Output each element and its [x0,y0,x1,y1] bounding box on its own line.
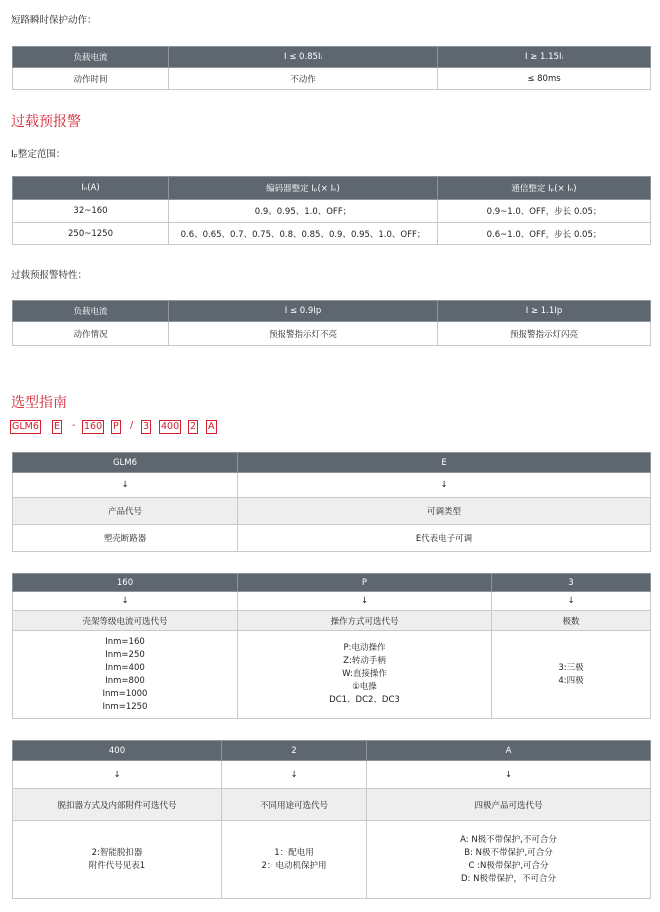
selection-guide-heading: 选型指南 [11,395,67,411]
list-item: Z:转动手柄 [343,656,386,666]
table-cell [13,821,222,899]
table-header-row [13,47,651,68]
list-item: P:电动操作 [343,643,386,653]
value-row [13,821,651,899]
header-cell: 3 [492,574,651,592]
table-row [13,200,651,223]
table-row [13,68,651,90]
table-header-row [13,177,651,200]
arrow-row [13,473,651,498]
table-cell: 0.9~1.0、OFF，步长 0.05； [438,200,651,223]
list-item: 3:三极 [558,662,584,673]
guide-table-product [12,452,651,552]
table-row [13,223,651,245]
header-cell: 400 [13,741,222,761]
table-cell [13,631,238,719]
label-row [13,789,651,821]
down-arrow-icon: ↓ [238,473,651,498]
table-cell: 32~160 [13,200,169,223]
list-item: Inm=1250 [102,701,148,712]
header-cell: 编码器整定 Iₚ(× Iₙ) [169,177,438,200]
table-row [13,322,651,346]
arrow-row [13,592,651,611]
table-cell: 极数 [492,611,651,631]
instant-protection-caption: 短路瞬时保护动作： [11,15,97,26]
list-item: DC1、DC2、DC3 [329,695,400,705]
setting-range-table [12,176,651,245]
table-cell: 不动作 [169,68,438,90]
header-cell: I ≥ 1.15Iᵢ [438,47,651,68]
model-code-part: P [113,421,119,432]
list-item: W:直接操作 [342,669,387,679]
guide-table-release [12,740,651,899]
header-cell: A [367,741,651,761]
overload-characteristic-caption: 过载预报警特性： [11,270,88,281]
list-item: B: N极不带保护,可合分 [464,847,553,858]
list-item: 4:四极 [558,675,584,686]
instant-protection-table [12,46,651,90]
setting-range-caption: Iₚ整定范围： [11,149,66,160]
down-arrow-icon: ↓ [222,761,367,789]
down-arrow-icon: ↓ [492,592,651,611]
table-cell: 0.9、0.95、1.0、OFF； [169,200,438,223]
header-cell: 负载电流 [13,47,169,68]
model-code-part: E [54,421,61,432]
list-item: ①电操 [352,682,377,692]
table-header-row [13,301,651,322]
table-cell: 0.6~1.0、OFF，步长 0.05； [438,223,651,245]
model-code-part: 3 [143,421,150,432]
list-item: Inm=160 [105,636,145,647]
down-arrow-icon: ↓ [367,761,651,789]
table-cell [492,631,651,719]
header-cell: I ≤ 0.85Iᵢ [169,47,438,68]
list-item: D: N极带保护，不可合分 [461,873,556,884]
header-cell: P [238,574,492,592]
list-item: A: N极不带保护,不可合分 [460,834,557,845]
list-item: 2：电动机保护用 [261,860,327,871]
table-cell: 不同用途可选代号 [222,789,367,821]
model-code-separator: / [130,420,134,431]
table-cell: 预报警指示灯闪亮 [438,322,651,346]
table-cell [222,821,367,899]
model-code-part: 160 [84,421,103,432]
header-cell: GLM6 [13,453,238,473]
list-item: 附件代号见表1 [88,860,146,871]
model-code-part: A [208,421,215,432]
header-cell: I ≥ 1.1Ip [438,301,651,322]
down-arrow-icon: ↓ [238,592,492,611]
table-cell: 动作情况 [13,322,169,346]
table-cell: 塑壳断路器 [13,525,238,552]
header-cell: E [238,453,651,473]
table-header-row [13,453,651,473]
list-item: C :N极带保护,可合分 [468,860,549,871]
model-code-part: 400 [161,421,180,432]
header-cell: I ≤ 0.9Ip [169,301,438,322]
table-cell: 250~1250 [13,223,169,245]
overload-heading: 过载预报警 [11,114,81,130]
overload-characteristic-table [12,300,651,346]
table-cell [238,631,492,719]
list-item: Inm=800 [105,675,145,686]
header-cell: 160 [13,574,238,592]
table-cell: 操作方式可选代号 [238,611,492,631]
table-cell [367,821,651,899]
header-cell: 通信整定 Iₚ(× Iₙ) [438,177,651,200]
list-item: 2:智能脱扣器 [91,847,143,858]
table-cell: 0.6、0.65、0.7、0.75、0.8、0.85、0.9、0.95、1.0、OFF； [169,223,438,245]
model-code-separator: - [72,420,76,431]
label-row [13,611,651,631]
header-cell: Iₙ(A) [13,177,169,200]
guide-table-frame [12,573,651,719]
down-arrow-icon: ↓ [13,761,222,789]
table-cell: 脱扣器方式及内部附件可选代号 [13,789,222,821]
table-cell: 可调类型 [238,498,651,525]
label-row [13,498,651,525]
table-cell: E代表电子可调 [238,525,651,552]
down-arrow-icon: ↓ [13,592,238,611]
table-header-row [13,741,651,761]
value-row [13,631,651,719]
list-item: 1：配电用 [274,847,314,858]
list-item: Inm=250 [105,649,145,660]
header-cell: 2 [222,741,367,761]
table-cell: 壳架等级电流可选代号 [13,611,238,631]
table-cell: 动作时间 [13,68,169,90]
arrow-row [13,761,651,789]
table-cell: 产品代号 [13,498,238,525]
value-row [13,525,651,552]
table-cell: 预报警指示灯不亮 [169,322,438,346]
model-code-part: GLM6 [12,421,39,432]
table-cell: 四极产品可选代号 [367,789,651,821]
list-item: Inm=400 [105,662,145,673]
header-cell: 负载电流 [13,301,169,322]
list-item: Inm=1000 [102,688,148,699]
table-header-row [13,574,651,592]
table-cell: ≤ 80ms [438,68,651,90]
model-code-part: 2 [190,421,197,432]
down-arrow-icon: ↓ [13,473,238,498]
